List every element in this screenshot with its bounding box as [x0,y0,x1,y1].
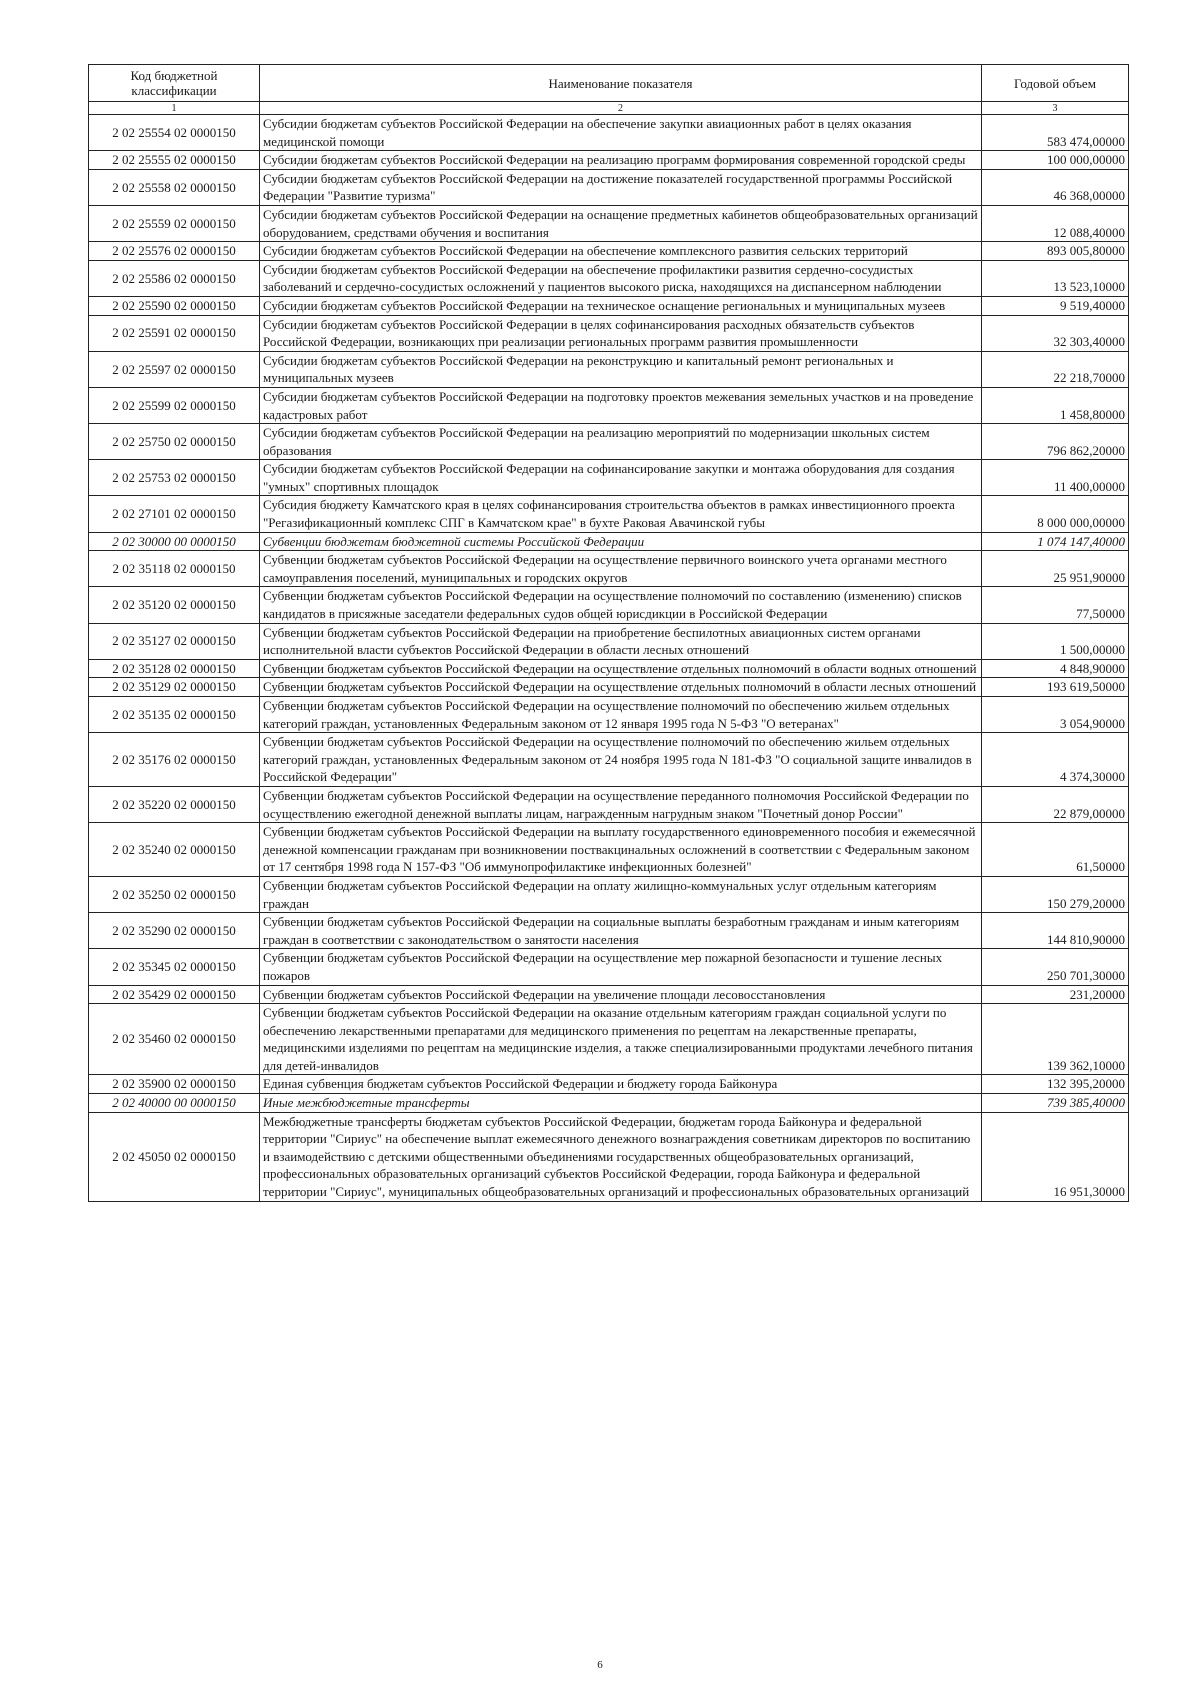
row-code: 2 02 35240 02 0000150 [89,823,260,877]
row-name: Субвенции бюджетам субъектов Российской Федерации на оплату жилищно-коммунальных услуг отдельным категориям граждан [260,876,982,912]
table-row [89,296,1129,315]
budget-table [88,64,1129,1202]
row-value: 796 862,20000 [982,424,1129,460]
row-value: 100 000,00000 [982,151,1129,170]
table-row [89,623,1129,659]
row-name: Субвенции бюджетам субъектов Российской Федерации на осуществление полномочий по обеспечению жильем отдельных категорий граждан, установленных Федеральным законом от 12 января 1995 года N 5-ФЗ "О ветеранах" [260,697,982,733]
row-code: 2 02 35429 02 0000150 [89,985,260,1004]
row-value: 22 879,00000 [982,786,1129,822]
table-row [89,678,1129,697]
row-code: 2 02 35900 02 0000150 [89,1075,260,1094]
table-row [89,1112,1129,1201]
header-name: Наименование показателя [260,65,982,102]
row-name: Субсидии бюджетам субъектов Российской Федерации на техническое оснащение региональных и муниципальных музеев [260,296,982,315]
row-value: 193 619,50000 [982,678,1129,697]
table-row [89,205,1129,241]
table-row [89,1094,1129,1113]
row-value: 61,50000 [982,823,1129,877]
row-name: Субсидии бюджетам субъектов Российской Федерации на реконструкцию и капитальный ремонт региональных и муниципальных музеев [260,351,982,387]
table-row [89,532,1129,551]
row-value: 12 088,40000 [982,205,1129,241]
row-code: 2 02 35290 02 0000150 [89,913,260,949]
row-name: Субвенции бюджетам субъектов Российской Федерации на осуществление отдельных полномочий в области водных отношений [260,659,982,678]
row-code: 2 02 35176 02 0000150 [89,733,260,787]
table-row [89,1004,1129,1075]
table-row [89,424,1129,460]
row-value: 22 218,70000 [982,351,1129,387]
row-value: 4 374,30000 [982,733,1129,787]
header-volume: Годовой объем [982,65,1129,102]
table-row [89,115,1129,151]
row-value: 11 400,00000 [982,460,1129,496]
row-code: 2 02 25597 02 0000150 [89,351,260,387]
row-code: 2 02 35120 02 0000150 [89,587,260,623]
row-value: 3 054,90000 [982,697,1129,733]
table-row [89,985,1129,1004]
row-code: 2 02 35250 02 0000150 [89,876,260,912]
row-name: Субсидии бюджетам субъектов Российской Федерации на обеспечение закупки авиационных работ в целях оказания медицинской помощи [260,115,982,151]
row-code: 2 02 35135 02 0000150 [89,697,260,733]
budget-table-sheet [88,64,1128,1202]
row-value: 1 074 147,40000 [982,532,1129,551]
row-value: 25 951,90000 [982,551,1129,587]
row-name: Субвенции бюджетам субъектов Российской Федерации на оказание отдельным категориям граждан социальной услуги по обеспечению лекарственными препаратами для медицинского применения по рецептам на лекарственные препараты, медицинскими изделиями по рецептам на медицинские изделия, а также специализированными продуктами лечебного питания для детей-инвалидов [260,1004,982,1075]
table-row [89,351,1129,387]
row-value: 739 385,40000 [982,1094,1129,1113]
row-code: 2 02 35129 02 0000150 [89,678,260,697]
row-code: 2 02 25559 02 0000150 [89,205,260,241]
table-row [89,876,1129,912]
column-number-3: 3 [982,102,1129,115]
row-code: 2 02 25750 02 0000150 [89,424,260,460]
table-row [89,460,1129,496]
row-name: Субвенции бюджетам субъектов Российской Федерации на осуществление первичного воинского учета органами местного самоуправления поселений, муниципальных и городских округов [260,551,982,587]
row-code: 2 02 35345 02 0000150 [89,949,260,985]
row-name: Единая субвенция бюджетам субъектов Российской Федерации и бюджету города Байконура [260,1075,982,1094]
row-value: 4 848,90000 [982,659,1129,678]
row-value: 16 951,30000 [982,1112,1129,1201]
row-code: 2 02 25586 02 0000150 [89,260,260,296]
row-value: 13 523,10000 [982,260,1129,296]
row-code: 2 02 25576 02 0000150 [89,242,260,261]
row-value: 250 701,30000 [982,949,1129,985]
row-name: Субсидии бюджетам субъектов Российской Федерации на оснащение предметных кабинетов общеобразовательных организаций оборудованием, средствами обучения и воспитания [260,205,982,241]
row-name: Субсидии бюджетам субъектов Российской Федерации в целях софинансирования расходных обязательств субъектов Российской Федерации, возникающих при реализации региональных программ развития промышленности [260,315,982,351]
table-row [89,242,1129,261]
row-code: 2 02 25591 02 0000150 [89,315,260,351]
column-number-row [89,102,1129,115]
row-value: 583 474,00000 [982,115,1129,151]
row-value: 893 005,80000 [982,242,1129,261]
row-code: 2 02 35128 02 0000150 [89,659,260,678]
table-row [89,823,1129,877]
table-row [89,151,1129,170]
row-code: 2 02 25590 02 0000150 [89,296,260,315]
row-value: 132 395,20000 [982,1075,1129,1094]
row-name: Субсидии бюджетам субъектов Российской Федерации на достижение показателей государственной программы Российской Федерации "Развитие туризма" [260,169,982,205]
row-value: 139 362,10000 [982,1004,1129,1075]
row-value: 9 519,40000 [982,296,1129,315]
row-name: Субвенции бюджетам субъектов Российской Федерации на осуществление мер пожарной безопасности и тушение лесных пожаров [260,949,982,985]
row-code: 2 02 27101 02 0000150 [89,496,260,532]
row-code: 2 02 35220 02 0000150 [89,786,260,822]
table-row [89,587,1129,623]
row-code: 2 02 25555 02 0000150 [89,151,260,170]
table-row [89,1075,1129,1094]
row-name: Субвенции бюджетам субъектов Российской Федерации на осуществление полномочий по обеспечению жильем отдельных категорий граждан, установленных Федеральным законом от 24 ноября 1995 года N 181-ФЗ "О социальной защите инвалидов в Российской Федерации" [260,733,982,787]
row-value: 32 303,40000 [982,315,1129,351]
table-row [89,496,1129,532]
table-row [89,260,1129,296]
row-value: 144 810,90000 [982,913,1129,949]
row-name: Межбюджетные трансферты бюджетам субъектов Российской Федерации, бюджетам города Байконура и федеральной территории "Сириус" на обеспечение выплат ежемесячного денежного вознаграждения советникам директоров по воспитанию и взаимодействию с детскими общественными объединениями государственных общеобразовательных организаций, профессиональных образовательных организаций субъектов Российской Федерации, города Байконура и федеральной территории "Сириус", муниципальных общеобразовательных организаций и профессиональных образовательных организаций [260,1112,982,1201]
row-name: Субвенции бюджетам субъектов Российской Федерации на осуществление полномочий по составлению (изменению) списков кандидатов в присяжные заседатели федеральных судов общей юрисдикции в Российской Федерации [260,587,982,623]
row-code: 2 02 45050 02 0000150 [89,1112,260,1201]
table-row [89,697,1129,733]
table-row [89,913,1129,949]
page-number: 6 [597,1659,603,1671]
header-code: Код бюджетной классификации [89,65,260,102]
row-code: 2 02 25753 02 0000150 [89,460,260,496]
row-code: 2 02 35118 02 0000150 [89,551,260,587]
row-name: Субсидии бюджетам субъектов Российской Федерации на подготовку проектов межевания земельных участков и на проведение кадастровых работ [260,387,982,423]
table-row [89,551,1129,587]
row-name: Субсидии бюджетам субъектов Российской Федерации на реализацию программ формирования современной городской среды [260,151,982,170]
row-value: 1 500,00000 [982,623,1129,659]
row-name: Субвенции бюджетам бюджетной системы Российской Федерации [260,532,982,551]
row-name: Субсидии бюджетам субъектов Российской Федерации на обеспечение профилактики развития сердечно-сосудистых заболеваний и сердечно-сосудистых осложнений у пациентов высокого риска, находящихся на диспансерном наблюдении [260,260,982,296]
table-row [89,169,1129,205]
row-value: 231,20000 [982,985,1129,1004]
table-row [89,659,1129,678]
table-row [89,387,1129,423]
table-row [89,786,1129,822]
row-value: 77,50000 [982,587,1129,623]
row-name: Субвенции бюджетам субъектов Российской Федерации на осуществление отдельных полномочий в области лесных отношений [260,678,982,697]
row-name: Субвенции бюджетам субъектов Российской Федерации на увеличение площади лесовосстановления [260,985,982,1004]
row-name: Субсидии бюджетам субъектов Российской Федерации на реализацию мероприятий по модернизации школьных систем образования [260,424,982,460]
row-code: 2 02 40000 00 0000150 [89,1094,260,1113]
table-row [89,949,1129,985]
column-number-2: 2 [260,102,982,115]
row-value: 8 000 000,00000 [982,496,1129,532]
table-body [89,115,1129,1202]
row-name: Иные межбюджетные трансферты [260,1094,982,1113]
row-code: 2 02 30000 00 0000150 [89,532,260,551]
row-code: 2 02 25554 02 0000150 [89,115,260,151]
table-row [89,315,1129,351]
row-value: 150 279,20000 [982,876,1129,912]
row-name: Субвенции бюджетам субъектов Российской Федерации на социальные выплаты безработным гражданам и иным категориям граждан в соответствии с законодательством о занятости населения [260,913,982,949]
row-name: Субвенции бюджетам субъектов Российской Федерации на приобретение беспилотных авиационных систем органами исполнительной власти субъектов Российской Федерации в области лесных отношений [260,623,982,659]
column-number-1: 1 [89,102,260,115]
row-name: Субсидия бюджету Камчатского края в целях софинансирования строительства объектов в рамках инвестиционного проекта "Регазификационный комплекс СПГ в Камчатском крае" в бухте Раковая Авачинской губы [260,496,982,532]
table-row [89,733,1129,787]
row-code: 2 02 25599 02 0000150 [89,387,260,423]
row-name: Субвенции бюджетам субъектов Российской Федерации на осуществление переданного полномочия Российской Федерации по осуществлению ежегодной денежной выплаты лицам, награжденным нагрудным знаком "Почетный донор России" [260,786,982,822]
row-value: 46 368,00000 [982,169,1129,205]
row-code: 2 02 35127 02 0000150 [89,623,260,659]
table-header-row [89,65,1129,102]
row-name: Субвенции бюджетам субъектов Российской Федерации на выплату государственного единовременного пособия и ежемесячной денежной компенсации гражданам при возникновении поствакцинальных осложнений в соответствии с Федеральным законом от 17 сентября 1998 года N 157-ФЗ "Об иммунопрофилактике инфекционных болезней" [260,823,982,877]
row-value: 1 458,80000 [982,387,1129,423]
row-code: 2 02 25558 02 0000150 [89,169,260,205]
row-code: 2 02 35460 02 0000150 [89,1004,260,1075]
row-name: Субсидии бюджетам субъектов Российской Федерации на обеспечение комплексного развития сельских территорий [260,242,982,261]
row-name: Субсидии бюджетам субъектов Российской Федерации на софинансирование закупки и монтажа оборудования для создания "умных" спортивных площадок [260,460,982,496]
